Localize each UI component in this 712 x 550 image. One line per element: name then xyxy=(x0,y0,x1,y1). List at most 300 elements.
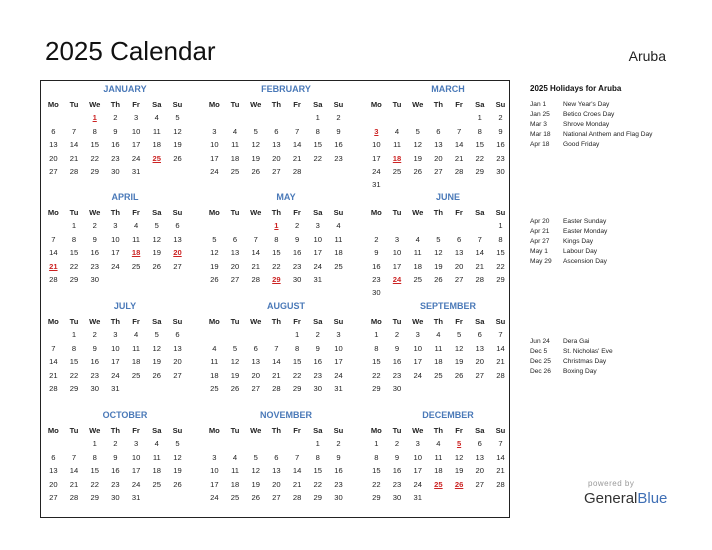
day-cell[interactable]: 5 xyxy=(436,234,441,244)
day-cell[interactable]: 18 xyxy=(152,466,161,476)
day-cell[interactable]: 26 xyxy=(413,166,422,176)
day-cell[interactable]: 4 xyxy=(394,126,400,136)
day-cell[interactable]: 24 xyxy=(111,370,120,380)
day-cell[interactable]: 5 xyxy=(253,452,258,462)
day-cell[interactable]: 2 xyxy=(394,439,400,449)
day-cell[interactable]: 18 xyxy=(434,466,443,476)
day-cell[interactable]: 28 xyxy=(292,166,302,176)
day-cell[interactable]: 4 xyxy=(154,113,159,123)
day-cell[interactable]: 3 xyxy=(212,452,217,462)
day-cell[interactable]: 19 xyxy=(230,370,240,380)
day-cell[interactable]: 11 xyxy=(231,140,239,150)
day-cell[interactable]: 25 xyxy=(131,370,141,380)
day-cell[interactable]: 2 xyxy=(374,234,379,244)
day-cell[interactable]: 29 xyxy=(372,492,381,502)
day-cell[interactable]: 22 xyxy=(313,479,322,489)
day-cell[interactable]: 10 xyxy=(131,126,141,136)
day-cell[interactable]: 22 xyxy=(69,370,79,380)
day-cell[interactable]: 24 xyxy=(313,261,322,271)
day-cell[interactable]: 22 xyxy=(372,479,381,489)
day-cell[interactable]: 13 xyxy=(475,452,484,462)
day-cell[interactable]: 28 xyxy=(496,479,505,489)
day-cell[interactable]: 9 xyxy=(92,343,97,353)
day-cell[interactable]: 12 xyxy=(413,140,422,150)
day-cell[interactable]: 10 xyxy=(131,452,141,462)
day-cell[interactable]: 8 xyxy=(477,126,482,136)
day-cell[interactable]: 9 xyxy=(394,343,400,353)
day-cell[interactable]: 26 xyxy=(173,479,182,489)
day-cell[interactable]: 15 xyxy=(313,466,322,476)
day-cell[interactable]: 12 xyxy=(152,234,161,244)
day-cell[interactable]: 30 xyxy=(392,492,402,502)
day-cell[interactable]: 9 xyxy=(394,452,400,462)
day-cell[interactable]: 23 xyxy=(111,479,120,489)
day-cell[interactable]: 22 xyxy=(90,153,99,163)
day-cell[interactable]: 7 xyxy=(456,126,462,136)
day-cell[interactable]: 19 xyxy=(251,153,260,163)
day-cell[interactable]: 28 xyxy=(49,383,58,393)
day-cell[interactable]: 25 xyxy=(392,166,402,176)
day-cell[interactable]: 21 xyxy=(49,370,58,380)
day-cell[interactable]: 19 xyxy=(251,479,260,489)
day-cell[interactable]: 30 xyxy=(334,492,343,502)
day-cell[interactable]: 20 xyxy=(49,153,58,163)
day-cell[interactable]: 5 xyxy=(456,330,462,340)
day-cell[interactable]: 4 xyxy=(232,452,238,462)
day-cell[interactable]: 10 xyxy=(392,248,402,258)
day-cell[interactable]: 25 xyxy=(210,383,219,393)
day-cell[interactable]: 7 xyxy=(498,439,503,449)
day-cell[interactable]: 1 xyxy=(71,330,77,340)
holiday-day-cell[interactable]: 25 xyxy=(434,479,443,489)
day-cell[interactable]: 6 xyxy=(477,439,482,449)
day-cell[interactable]: 11 xyxy=(152,126,161,136)
day-cell[interactable]: 14 xyxy=(69,466,79,476)
day-cell[interactable]: 23 xyxy=(392,479,402,489)
day-cell[interactable]: 27 xyxy=(454,274,464,284)
day-cell[interactable]: 24 xyxy=(131,153,141,163)
day-cell[interactable]: 7 xyxy=(498,330,503,340)
day-cell[interactable]: 8 xyxy=(498,234,503,244)
day-cell[interactable]: 29 xyxy=(475,166,484,176)
day-cell[interactable]: 11 xyxy=(393,140,401,150)
day-cell[interactable]: 11 xyxy=(210,357,219,367)
day-cell[interactable]: 3 xyxy=(415,439,420,449)
day-cell[interactable]: 14 xyxy=(454,140,464,150)
day-cell[interactable]: 3 xyxy=(113,221,118,231)
day-cell[interactable]: 29 xyxy=(90,492,99,502)
day-cell[interactable]: 13 xyxy=(49,140,58,150)
day-cell[interactable]: 16 xyxy=(334,140,343,150)
day-cell[interactable]: 27 xyxy=(434,166,443,176)
day-cell[interactable]: 30 xyxy=(292,274,302,284)
day-cell[interactable]: 22 xyxy=(90,479,99,489)
day-cell[interactable]: 18 xyxy=(210,370,219,380)
day-cell[interactable]: 16 xyxy=(392,466,402,476)
holiday-day-cell[interactable]: 3 xyxy=(374,126,379,136)
day-cell[interactable]: 28 xyxy=(49,274,58,284)
day-cell[interactable]: 30 xyxy=(496,166,505,176)
day-cell[interactable]: 2 xyxy=(336,439,341,449)
day-cell[interactable]: 20 xyxy=(272,153,281,163)
day-cell[interactable]: 6 xyxy=(175,221,180,231)
day-cell[interactable]: 12 xyxy=(251,466,260,476)
day-cell[interactable]: 2 xyxy=(336,113,341,123)
day-cell[interactable]: 20 xyxy=(475,466,484,476)
day-cell[interactable]: 17 xyxy=(111,357,120,367)
day-cell[interactable]: 27 xyxy=(173,370,182,380)
day-cell[interactable]: 26 xyxy=(173,153,182,163)
day-cell[interactable]: 3 xyxy=(212,126,217,136)
day-cell[interactable]: 15 xyxy=(313,140,322,150)
day-cell[interactable]: 4 xyxy=(212,343,217,353)
day-cell[interactable]: 28 xyxy=(292,492,302,502)
day-cell[interactable]: 19 xyxy=(413,153,422,163)
day-cell[interactable]: 19 xyxy=(454,466,464,476)
day-cell[interactable]: 24 xyxy=(372,166,381,176)
day-cell[interactable]: 27 xyxy=(251,383,260,393)
day-cell[interactable]: 17 xyxy=(111,248,120,258)
day-cell[interactable]: 12 xyxy=(152,343,161,353)
day-cell[interactable]: 30 xyxy=(111,166,120,176)
day-cell[interactable]: 1 xyxy=(498,221,503,231)
day-cell[interactable]: 4 xyxy=(415,234,420,244)
day-cell[interactable]: 29 xyxy=(372,383,381,393)
day-cell[interactable]: 8 xyxy=(294,343,300,353)
day-cell[interactable]: 15 xyxy=(90,466,99,476)
day-cell[interactable]: 12 xyxy=(230,357,240,367)
day-cell[interactable]: 23 xyxy=(90,261,99,271)
day-cell[interactable]: 6 xyxy=(436,126,441,136)
holiday-day-cell[interactable]: 1 xyxy=(92,113,97,123)
day-cell[interactable]: 5 xyxy=(175,113,180,123)
day-cell[interactable]: 25 xyxy=(131,261,141,271)
day-cell[interactable]: 7 xyxy=(274,343,279,353)
day-cell[interactable]: 10 xyxy=(313,234,322,244)
day-cell[interactable]: 16 xyxy=(90,357,99,367)
day-cell[interactable]: 23 xyxy=(392,370,402,380)
day-cell[interactable]: 9 xyxy=(498,126,503,136)
day-cell[interactable]: 8 xyxy=(374,452,379,462)
day-cell[interactable]: 21 xyxy=(251,261,260,271)
day-cell[interactable]: 19 xyxy=(173,466,182,476)
day-cell[interactable]: 13 xyxy=(272,466,281,476)
day-cell[interactable]: 3 xyxy=(415,330,420,340)
day-cell[interactable]: 25 xyxy=(152,479,161,489)
day-cell[interactable]: 15 xyxy=(496,248,505,258)
day-cell[interactable]: 31 xyxy=(131,492,141,502)
holiday-day-cell[interactable]: 26 xyxy=(454,479,464,489)
day-cell[interactable]: 2 xyxy=(498,113,503,123)
day-cell[interactable]: 13 xyxy=(173,234,182,244)
day-cell[interactable]: 15 xyxy=(372,357,381,367)
day-cell[interactable]: 2 xyxy=(294,221,300,231)
day-cell[interactable]: 27 xyxy=(475,370,484,380)
day-cell[interactable]: 15 xyxy=(69,357,79,367)
day-cell[interactable]: 4 xyxy=(154,439,159,449)
day-cell[interactable]: 2 xyxy=(92,221,97,231)
day-cell[interactable]: 20 xyxy=(173,357,182,367)
day-cell[interactable]: 17 xyxy=(210,153,219,163)
day-cell[interactable]: 7 xyxy=(253,234,258,244)
day-cell[interactable]: 17 xyxy=(392,261,402,271)
day-cell[interactable]: 18 xyxy=(434,357,443,367)
day-cell[interactable]: 14 xyxy=(292,466,302,476)
day-cell[interactable]: 25 xyxy=(434,370,443,380)
day-cell[interactable]: 15 xyxy=(475,140,484,150)
day-cell[interactable]: 11 xyxy=(413,248,422,258)
day-cell[interactable]: 12 xyxy=(434,248,443,258)
day-cell[interactable]: 17 xyxy=(131,466,141,476)
day-cell[interactable]: 15 xyxy=(90,140,99,150)
day-cell[interactable]: 16 xyxy=(292,248,302,258)
day-cell[interactable]: 17 xyxy=(413,466,422,476)
day-cell[interactable]: 23 xyxy=(111,153,120,163)
day-cell[interactable]: 21 xyxy=(496,357,505,367)
day-cell[interactable]: 7 xyxy=(51,234,56,244)
day-cell[interactable]: 2 xyxy=(113,439,118,449)
day-cell[interactable]: 3 xyxy=(113,330,118,340)
day-cell[interactable]: 13 xyxy=(434,140,443,150)
day-cell[interactable]: 31 xyxy=(111,383,120,393)
day-cell[interactable]: 9 xyxy=(315,343,320,353)
day-cell[interactable]: 10 xyxy=(413,452,422,462)
day-cell[interactable]: 23 xyxy=(292,261,302,271)
day-cell[interactable]: 10 xyxy=(210,140,219,150)
day-cell[interactable]: 6 xyxy=(274,452,279,462)
day-cell[interactable]: 1 xyxy=(315,113,320,123)
day-cell[interactable]: 29 xyxy=(292,383,302,393)
day-cell[interactable]: 30 xyxy=(111,492,120,502)
day-cell[interactable]: 9 xyxy=(113,126,118,136)
day-cell[interactable]: 18 xyxy=(230,479,240,489)
day-cell[interactable]: 23 xyxy=(90,370,99,380)
day-cell[interactable]: 26 xyxy=(152,370,161,380)
day-cell[interactable]: 1 xyxy=(374,330,379,340)
day-cell[interactable]: 23 xyxy=(372,274,381,284)
day-cell[interactable]: 13 xyxy=(49,466,58,476)
day-cell[interactable]: 5 xyxy=(154,330,159,340)
day-cell[interactable]: 12 xyxy=(173,452,182,462)
day-cell[interactable]: 26 xyxy=(210,274,219,284)
day-cell[interactable]: 26 xyxy=(454,370,464,380)
day-cell[interactable]: 1 xyxy=(92,439,97,449)
day-cell[interactable]: 8 xyxy=(315,452,320,462)
day-cell[interactable]: 26 xyxy=(434,274,443,284)
day-cell[interactable]: 7 xyxy=(71,452,77,462)
day-cell[interactable]: 19 xyxy=(210,261,219,271)
day-cell[interactable]: 3 xyxy=(394,234,400,244)
day-cell[interactable]: 8 xyxy=(315,126,320,136)
day-cell[interactable]: 17 xyxy=(372,153,381,163)
day-cell[interactable]: 20 xyxy=(251,370,260,380)
day-cell[interactable]: 20 xyxy=(475,357,484,367)
day-cell[interactable]: 3 xyxy=(336,330,341,340)
day-cell[interactable]: 30 xyxy=(372,288,381,298)
day-cell[interactable]: 16 xyxy=(496,140,505,150)
day-cell[interactable]: 7 xyxy=(71,126,77,136)
day-cell[interactable]: 13 xyxy=(173,343,182,353)
day-cell[interactable]: 4 xyxy=(133,330,139,340)
day-cell[interactable]: 19 xyxy=(152,357,161,367)
day-cell[interactable]: 31 xyxy=(334,383,343,393)
day-cell[interactable]: 18 xyxy=(230,153,240,163)
day-cell[interactable]: 18 xyxy=(413,261,422,271)
day-cell[interactable]: 31 xyxy=(413,492,422,502)
generalblue-logo[interactable] xyxy=(584,490,667,507)
day-cell[interactable]: 6 xyxy=(51,452,56,462)
day-cell[interactable]: 22 xyxy=(313,153,322,163)
day-cell[interactable]: 7 xyxy=(51,343,56,353)
day-cell[interactable]: 9 xyxy=(113,452,118,462)
day-cell[interactable]: 27 xyxy=(173,261,182,271)
holiday-day-cell[interactable]: 5 xyxy=(456,439,462,449)
day-cell[interactable]: 4 xyxy=(436,330,441,340)
day-cell[interactable]: 4 xyxy=(336,221,341,231)
day-cell[interactable]: 4 xyxy=(232,126,238,136)
day-cell[interactable]: 21 xyxy=(69,153,79,163)
day-cell[interactable]: 28 xyxy=(69,166,79,176)
day-cell[interactable]: 18 xyxy=(131,357,141,367)
day-cell[interactable]: 10 xyxy=(111,234,120,244)
day-cell[interactable]: 11 xyxy=(132,234,141,244)
day-cell[interactable]: 28 xyxy=(272,383,281,393)
day-cell[interactable]: 6 xyxy=(477,330,482,340)
day-cell[interactable]: 28 xyxy=(454,166,464,176)
day-cell[interactable]: 20 xyxy=(49,479,58,489)
day-cell[interactable]: 21 xyxy=(69,479,79,489)
day-cell[interactable]: 12 xyxy=(173,126,182,136)
day-cell[interactable]: 1 xyxy=(315,439,320,449)
day-cell[interactable]: 27 xyxy=(49,166,58,176)
day-cell[interactable]: 19 xyxy=(454,357,464,367)
day-cell[interactable]: 25 xyxy=(230,166,240,176)
day-cell[interactable]: 28 xyxy=(251,274,260,284)
day-cell[interactable]: 14 xyxy=(69,140,79,150)
day-cell[interactable]: 23 xyxy=(496,153,505,163)
day-cell[interactable]: 15 xyxy=(272,248,281,258)
day-cell[interactable]: 10 xyxy=(413,343,422,353)
day-cell[interactable]: 31 xyxy=(131,166,141,176)
day-cell[interactable]: 19 xyxy=(173,140,182,150)
day-cell[interactable]: 5 xyxy=(175,439,180,449)
day-cell[interactable]: 20 xyxy=(454,261,464,271)
day-cell[interactable]: 15 xyxy=(69,248,79,258)
day-cell[interactable]: 26 xyxy=(251,492,260,502)
holiday-day-cell[interactable]: 24 xyxy=(392,274,402,284)
day-cell[interactable]: 29 xyxy=(69,383,79,393)
day-cell[interactable]: 26 xyxy=(251,166,260,176)
day-cell[interactable]: 12 xyxy=(454,343,464,353)
day-cell[interactable]: 8 xyxy=(374,343,379,353)
day-cell[interactable]: 17 xyxy=(334,357,343,367)
day-cell[interactable]: 27 xyxy=(475,479,484,489)
day-cell[interactable]: 17 xyxy=(313,248,322,258)
day-cell[interactable]: 21 xyxy=(292,153,302,163)
holiday-day-cell[interactable]: 29 xyxy=(272,274,281,284)
day-cell[interactable]: 6 xyxy=(274,126,279,136)
day-cell[interactable]: 9 xyxy=(92,234,97,244)
day-cell[interactable]: 3 xyxy=(315,221,320,231)
day-cell[interactable]: 20 xyxy=(272,479,281,489)
day-cell[interactable]: 19 xyxy=(152,248,161,258)
day-cell[interactable]: 10 xyxy=(210,466,219,476)
day-cell[interactable]: 22 xyxy=(272,261,281,271)
day-cell[interactable]: 23 xyxy=(313,370,322,380)
day-cell[interactable]: 17 xyxy=(210,479,219,489)
day-cell[interactable]: 28 xyxy=(475,274,484,284)
day-cell[interactable]: 30 xyxy=(392,383,402,393)
day-cell[interactable]: 25 xyxy=(334,261,343,271)
day-cell[interactable]: 6 xyxy=(456,234,462,244)
day-cell[interactable]: 30 xyxy=(90,383,99,393)
day-cell[interactable]: 5 xyxy=(212,234,217,244)
day-cell[interactable]: 13 xyxy=(272,140,281,150)
day-cell[interactable]: 1 xyxy=(294,330,300,340)
holiday-day-cell[interactable]: 18 xyxy=(392,153,402,163)
holiday-day-cell[interactable]: 25 xyxy=(152,153,161,163)
day-cell[interactable]: 21 xyxy=(272,370,281,380)
day-cell[interactable]: 14 xyxy=(292,140,302,150)
day-cell[interactable]: 22 xyxy=(496,261,505,271)
day-cell[interactable]: 24 xyxy=(131,479,141,489)
day-cell[interactable]: 7 xyxy=(294,452,300,462)
day-cell[interactable]: 14 xyxy=(272,357,281,367)
day-cell[interactable]: 2 xyxy=(113,113,118,123)
holiday-day-cell[interactable]: 18 xyxy=(131,248,141,258)
day-cell[interactable]: 13 xyxy=(454,248,464,258)
day-cell[interactable]: 16 xyxy=(90,248,99,258)
day-cell[interactable]: 20 xyxy=(434,153,443,163)
day-cell[interactable]: 24 xyxy=(210,492,219,502)
day-cell[interactable]: 22 xyxy=(475,153,484,163)
day-cell[interactable]: 24 xyxy=(334,370,343,380)
day-cell[interactable]: 11 xyxy=(152,452,161,462)
day-cell[interactable]: 17 xyxy=(131,140,141,150)
day-cell[interactable]: 3 xyxy=(133,439,139,449)
day-cell[interactable]: 24 xyxy=(413,479,422,489)
day-cell[interactable]: 16 xyxy=(313,357,322,367)
day-cell[interactable]: 21 xyxy=(292,479,302,489)
day-cell[interactable]: 14 xyxy=(49,248,58,258)
day-cell[interactable]: 1 xyxy=(374,439,379,449)
day-cell[interactable]: 16 xyxy=(392,357,402,367)
day-cell[interactable]: 16 xyxy=(372,261,381,271)
day-cell[interactable]: 9 xyxy=(374,248,379,258)
day-cell[interactable]: 28 xyxy=(69,492,79,502)
day-cell[interactable]: 8 xyxy=(92,126,97,136)
day-cell[interactable]: 24 xyxy=(413,370,422,380)
day-cell[interactable]: 26 xyxy=(230,383,240,393)
day-cell[interactable]: 22 xyxy=(69,261,79,271)
day-cell[interactable]: 23 xyxy=(334,479,343,489)
day-cell[interactable]: 31 xyxy=(372,180,381,190)
day-cell[interactable]: 13 xyxy=(475,343,484,353)
day-cell[interactable]: 19 xyxy=(434,261,443,271)
day-cell[interactable]: 8 xyxy=(274,234,279,244)
day-cell[interactable]: 11 xyxy=(334,234,343,244)
day-cell[interactable]: 30 xyxy=(90,274,99,284)
day-cell[interactable]: 7 xyxy=(294,126,300,136)
day-cell[interactable]: 14 xyxy=(475,248,484,258)
day-cell[interactable]: 24 xyxy=(111,261,120,271)
day-cell[interactable]: 20 xyxy=(230,261,240,271)
holiday-day-cell[interactable]: 20 xyxy=(173,248,182,258)
day-cell[interactable]: 27 xyxy=(230,274,240,284)
day-cell[interactable]: 8 xyxy=(71,343,77,353)
day-cell[interactable]: 14 xyxy=(49,357,58,367)
day-cell[interactable]: 12 xyxy=(454,452,464,462)
